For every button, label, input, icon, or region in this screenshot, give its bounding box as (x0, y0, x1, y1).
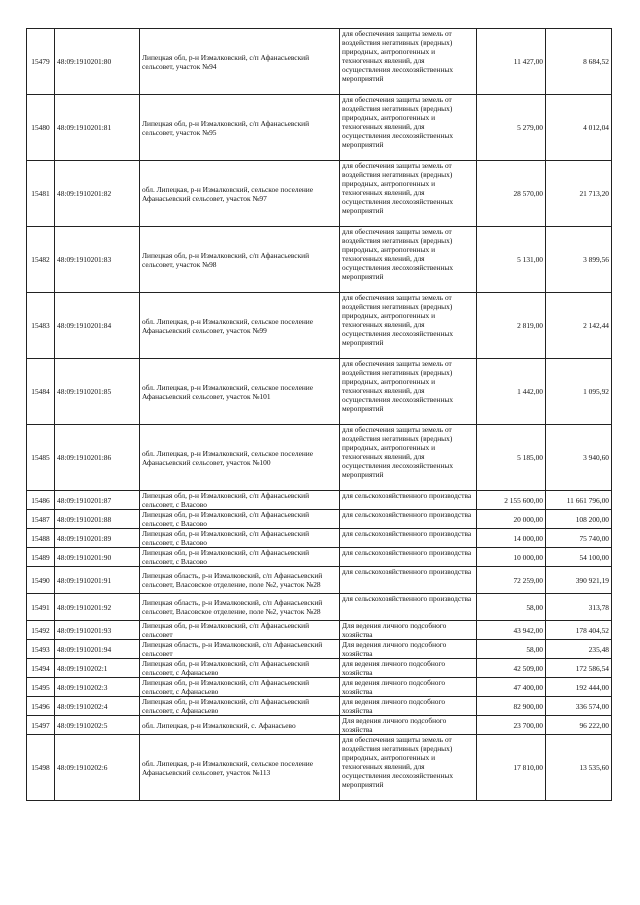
permitted-use-cell: для сельскохозяйственного производства (340, 548, 477, 567)
table-row (27, 510, 612, 529)
row-number-cell: 15484 (27, 359, 55, 425)
row-number-cell: 15483 (27, 293, 55, 359)
permitted-use-cell: для обеспечения защиты земель от воздействия негативных (вредных) природных, антропогенных и техногенных явлений, для осуществления лесохозяйственных мероприятий (340, 735, 477, 801)
table-row (27, 697, 612, 716)
table-row (27, 425, 612, 491)
cadastral-value-cell: 4 012,04 (546, 95, 612, 161)
area-cell: 82 900,00 (477, 697, 546, 716)
land-plots-table (26, 28, 612, 801)
table-row (27, 293, 612, 359)
row-number-cell: 15490 (27, 567, 55, 594)
address-cell: Липецкая обл, р-н Измалковский, с/п Афанасьевский сельсовет, участок №94 (140, 29, 340, 95)
row-number-cell: 15492 (27, 621, 55, 640)
row-number-cell: 15495 (27, 678, 55, 697)
address-cell: обл. Липецкая, р-н Измалковский, сельское поселение Афанасьевский сельсовет, участок №100 (140, 425, 340, 491)
area-cell: 58,00 (477, 640, 546, 659)
cadastral-value-cell: 3 899,56 (546, 227, 612, 293)
row-number-cell: 15487 (27, 510, 55, 529)
row-number-cell: 15493 (27, 640, 55, 659)
table-row (27, 735, 612, 801)
row-number-cell: 15488 (27, 529, 55, 548)
address-cell: Липецкая обл, р-н Измалковский, с/п Афанасьевский сельсовет, с Власово (140, 510, 340, 529)
cadastral-number-cell: 48:09:1910201:82 (55, 161, 140, 227)
cadastral-value-cell: 3 940,60 (546, 425, 612, 491)
cadastral-value-cell: 2 142,44 (546, 293, 612, 359)
cadastral-number-cell: 48:09:1910201:91 (55, 567, 140, 594)
row-number-cell: 15481 (27, 161, 55, 227)
permitted-use-cell: Для ведения личного подсобного хозяйства (340, 640, 477, 659)
cadastral-value-cell: 1 095,92 (546, 359, 612, 425)
row-number-cell: 15491 (27, 594, 55, 621)
area-cell: 2 155 600,00 (477, 491, 546, 510)
cadastral-value-cell: 235,48 (546, 640, 612, 659)
area-cell: 43 942,00 (477, 621, 546, 640)
permitted-use-cell: для обеспечения защиты земель от воздействия негативных (вредных) природных, антропогенных и техногенных явлений, для осуществления лесохозяйственных мероприятий (340, 227, 477, 293)
cadastral-number-cell: 48:09:1910201:88 (55, 510, 140, 529)
area-cell: 47 400,00 (477, 678, 546, 697)
table-row (27, 716, 612, 735)
area-cell: 23 700,00 (477, 716, 546, 735)
area-cell: 1 442,00 (477, 359, 546, 425)
permitted-use-cell: для сельскохозяйственного производства (340, 529, 477, 548)
table-row (27, 529, 612, 548)
cadastral-number-cell: 48:09:1910201:86 (55, 425, 140, 491)
permitted-use-cell: для сельскохозяйственного производства (340, 567, 477, 594)
cadastral-number-cell: 48:09:1910201:85 (55, 359, 140, 425)
permitted-use-cell: для сельскохозяйственного производства (340, 594, 477, 621)
area-cell: 5 185,00 (477, 425, 546, 491)
table-row (27, 594, 612, 621)
permitted-use-cell: для обеспечения защиты земель от воздействия негативных (вредных) природных, антропогенных и техногенных явлений, для осуществления лесохозяйственных мероприятий (340, 95, 477, 161)
cadastral-number-cell: 48:09:1910202:1 (55, 659, 140, 678)
area-cell: 14 000,00 (477, 529, 546, 548)
address-cell: Липецкая обл, р-н Измалковский, с/п Афанасьевский сельсовет, с Власово (140, 491, 340, 510)
address-cell: Липецкая обл, р-н Измалковский, с/п Афанасьевский сельсовет, с Афанасьево (140, 678, 340, 697)
area-cell: 5 279,00 (477, 95, 546, 161)
cadastral-number-cell: 48:09:1910201:87 (55, 491, 140, 510)
cadastral-number-cell: 48:09:1910201:81 (55, 95, 140, 161)
address-cell: обл. Липецкая, р-н Измалковский, сельское поселение Афанасьевский сельсовет, участок №97 (140, 161, 340, 227)
area-cell: 58,00 (477, 594, 546, 621)
permitted-use-cell: для обеспечения защиты земель от воздействия негативных (вредных) природных, антропогенных и техногенных явлений, для осуществления лесохозяйственных мероприятий (340, 359, 477, 425)
permitted-use-cell: для обеспечения защиты земель от воздействия негативных (вредных) природных, антропогенных и техногенных явлений, для осуществления лесохозяйственных мероприятий (340, 161, 477, 227)
row-number-cell: 15494 (27, 659, 55, 678)
cadastral-value-cell: 21 713,20 (546, 161, 612, 227)
area-cell: 5 131,00 (477, 227, 546, 293)
cadastral-number-cell: 48:09:1910201:89 (55, 529, 140, 548)
permitted-use-cell: Для ведения личного подсобного хозяйства (340, 716, 477, 735)
cadastral-value-cell: 75 740,00 (546, 529, 612, 548)
cadastral-number-cell: 48:09:1910201:93 (55, 621, 140, 640)
table-row (27, 659, 612, 678)
cadastral-number-cell: 48:09:1910202:6 (55, 735, 140, 801)
cadastral-number-cell: 48:09:1910202:4 (55, 697, 140, 716)
row-number-cell: 15486 (27, 491, 55, 510)
area-cell: 28 570,00 (477, 161, 546, 227)
cadastral-value-cell: 313,78 (546, 594, 612, 621)
table-row (27, 678, 612, 697)
cadastral-value-cell: 96 222,00 (546, 716, 612, 735)
area-cell: 11 427,00 (477, 29, 546, 95)
cadastral-number-cell: 48:09:1910201:90 (55, 548, 140, 567)
cadastral-number-cell: 48:09:1910201:84 (55, 293, 140, 359)
address-cell: Липецкая обл, р-н Измалковский, с/п Афанасьевский сельсовет, участок №95 (140, 95, 340, 161)
document-page (26, 28, 612, 801)
cadastral-value-cell: 11 661 796,00 (546, 491, 612, 510)
table-row (27, 359, 612, 425)
row-number-cell: 15497 (27, 716, 55, 735)
row-number-cell: 15485 (27, 425, 55, 491)
area-cell: 17 810,00 (477, 735, 546, 801)
table-row (27, 640, 612, 659)
permitted-use-cell: Для ведения личного подсобного хозяйства (340, 621, 477, 640)
table-row (27, 548, 612, 567)
address-cell: Липецкая область, р-н Измалковский, с/п Афанасьевский сельсовет, Власовское отделение, поле №2, участок №28 (140, 594, 340, 621)
permitted-use-cell: для ведения личного подсобного хозяйства (340, 697, 477, 716)
table-row (27, 161, 612, 227)
address-cell: обл. Липецкая, р-н Измалковский, сельское поселение Афанасьевский сельсовет, участок №99 (140, 293, 340, 359)
address-cell: Липецкая обл, р-н Измалковский, с/п Афанасьевский сельсовет, с Афанасьево (140, 659, 340, 678)
permitted-use-cell: для обеспечения защиты земель от воздействия негативных (вредных) природных, антропогенных и техногенных явлений, для осуществления лесохозяйственных мероприятий (340, 425, 477, 491)
table-row (27, 227, 612, 293)
address-cell: Липецкая обл, р-н Измалковский, с/п Афанасьевский сельсовет, с Афанасьево (140, 697, 340, 716)
row-number-cell: 15489 (27, 548, 55, 567)
permitted-use-cell: для ведения личного подсобного хозяйства (340, 659, 477, 678)
permitted-use-cell: для обеспечения защиты земель от воздействия негативных (вредных) природных, антропогенных и техногенных явлений, для осуществления лесохозяйственных мероприятий (340, 293, 477, 359)
cadastral-value-cell: 336 574,00 (546, 697, 612, 716)
permitted-use-cell: для обеспечения защиты земель от воздействия негативных (вредных) природных, антропогенных и техногенных явлений, для осуществления лесохозяйственных мероприятий (340, 29, 477, 95)
table-row (27, 29, 612, 95)
row-number-cell: 15496 (27, 697, 55, 716)
table-row (27, 491, 612, 510)
cadastral-value-cell: 192 444,00 (546, 678, 612, 697)
cadastral-number-cell: 48:09:1910202:3 (55, 678, 140, 697)
area-cell: 72 259,00 (477, 567, 546, 594)
cadastral-number-cell: 48:09:1910201:92 (55, 594, 140, 621)
address-cell: Липецкая обл, р-н Измалковский, с/п Афанасьевский сельсовет (140, 621, 340, 640)
permitted-use-cell: для сельскохозяйственного производства (340, 491, 477, 510)
table-row (27, 567, 612, 594)
row-number-cell: 15480 (27, 95, 55, 161)
permitted-use-cell: для ведения личного подсобного хозяйства (340, 678, 477, 697)
row-number-cell: 15479 (27, 29, 55, 95)
cadastral-value-cell: 13 535,60 (546, 735, 612, 801)
cadastral-number-cell: 48:09:1910201:94 (55, 640, 140, 659)
address-cell: Липецкая область, р-н Измалковский, с/п Афанасьевский сельсовет (140, 640, 340, 659)
cadastral-number-cell: 48:09:1910202:5 (55, 716, 140, 735)
address-cell: Липецкая область, р-н Измалковский, с/п Афанасьевский сельсовет, Власовское отделение, поле №2, участок №28 (140, 567, 340, 594)
cadastral-value-cell: 54 100,00 (546, 548, 612, 567)
cadastral-value-cell: 178 404,52 (546, 621, 612, 640)
address-cell: Липецкая обл, р-н Измалковский, с/п Афанасьевский сельсовет, с Власово (140, 529, 340, 548)
cadastral-value-cell: 390 921,19 (546, 567, 612, 594)
table-row (27, 621, 612, 640)
area-cell: 42 509,00 (477, 659, 546, 678)
row-number-cell: 15498 (27, 735, 55, 801)
address-cell: Липецкая обл, р-н Измалковский, с/п Афанасьевский сельсовет, участок №98 (140, 227, 340, 293)
row-number-cell: 15482 (27, 227, 55, 293)
address-cell: Липецкая обл, р-н Измалковский, с/п Афанасьевский сельсовет, с Власово (140, 548, 340, 567)
cadastral-number-cell: 48:09:1910201:80 (55, 29, 140, 95)
cadastral-value-cell: 108 200,00 (546, 510, 612, 529)
address-cell: обл. Липецкая, р-н Измалковский, сельское поселение Афанасьевский сельсовет, участок №113 (140, 735, 340, 801)
cadastral-value-cell: 8 684,52 (546, 29, 612, 95)
cadastral-value-cell: 172 586,54 (546, 659, 612, 678)
permitted-use-cell: для сельскохозяйственного производства (340, 510, 477, 529)
address-cell: обл. Липецкая, р-н Измалковский, с. Афанасьево (140, 716, 340, 735)
table-body (27, 29, 612, 801)
cadastral-number-cell: 48:09:1910201:83 (55, 227, 140, 293)
area-cell: 10 000,00 (477, 548, 546, 567)
area-cell: 2 819,00 (477, 293, 546, 359)
table-row (27, 95, 612, 161)
area-cell: 20 000,00 (477, 510, 546, 529)
address-cell: обл. Липецкая, р-н Измалковский, сельское поселение Афанасьевский сельсовет, участок №101 (140, 359, 340, 425)
